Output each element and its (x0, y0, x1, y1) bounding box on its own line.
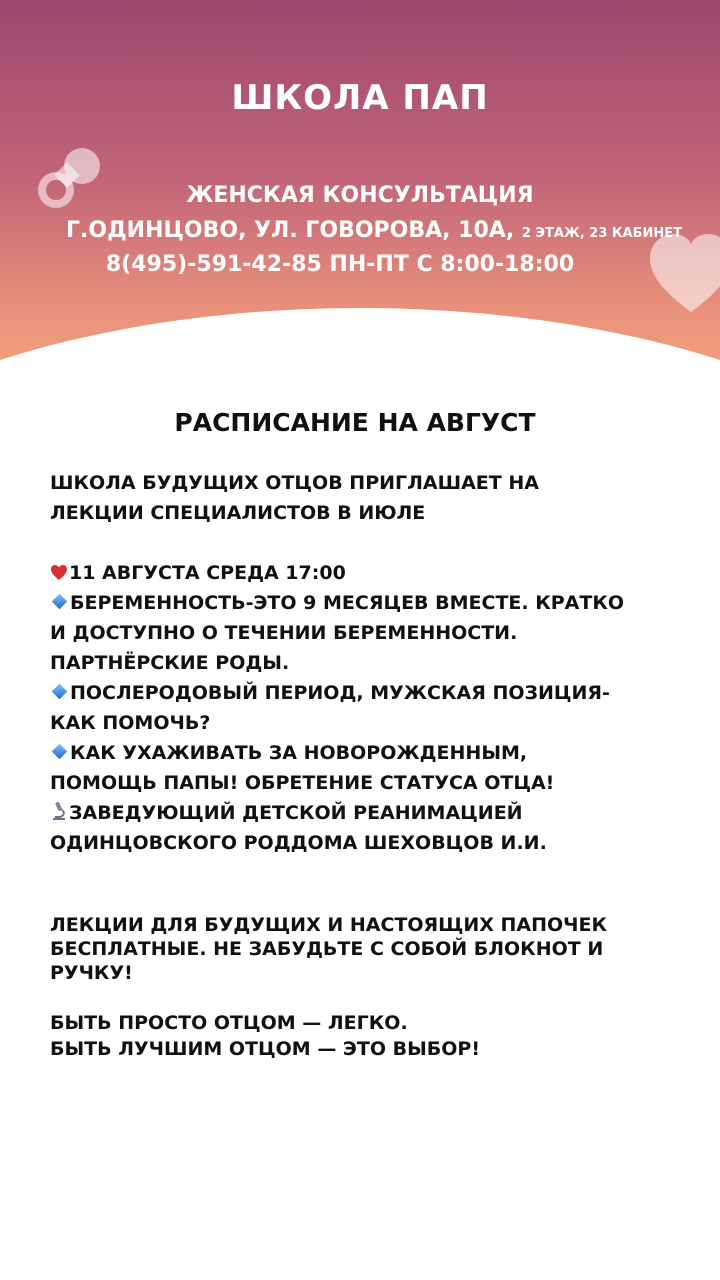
topic-3 (50, 738, 690, 768)
info-text (50, 913, 690, 985)
info-line: ЛЕКЦИИ ДЛЯ БУДУЩИХ И НАСТОЯЩИХ ПАПОЧЕК (50, 914, 608, 936)
event-date-text: 11 АВГУСТА СРЕДА 17:00 (69, 562, 346, 584)
topic-2 (50, 678, 690, 708)
address-room: 2 ЭТАЖ, 23 КАБИНЕТ (521, 226, 682, 241)
microscope-icon (50, 801, 68, 821)
schedule-title: РАСПИСАНИЕ НА АВГУСТ (174, 408, 536, 437)
intro-line: ШКОЛА БУДУЩИХ ОТЦОВ ПРИГЛАШАЕТ НА (50, 472, 539, 494)
red-heart-icon (50, 564, 68, 581)
slogan-text (50, 1010, 690, 1062)
speaker-line: ЗАВЕДУЮЩИЙ ДЕТСКОЙ РЕАНИМАЦИЕЙ (69, 802, 523, 824)
clinic-address (14, 218, 720, 243)
schedule-list (50, 558, 690, 858)
header-banner (0, 0, 720, 400)
topic-line: ПОМОЩЬ ПАПЫ! ОБРЕТЕНИЕ СТАТУСА ОТЦА! (50, 772, 555, 794)
info-line: БЕСПЛАТНЫЕ. НЕ ЗАБУДЬТЕ С СОБОЙ БЛОКНОТ И (50, 938, 604, 960)
topic-line: ПОСЛЕРОДОВЫЙ ПЕРИОД, МУЖСКАЯ ПОЗИЦИЯ- (70, 682, 610, 704)
info-line: РУЧКУ! (50, 962, 133, 984)
topic-line: И ДОСТУПНО О ТЕЧЕНИИ БЕРЕМЕННОСТИ. (50, 622, 518, 644)
topic-1 (50, 588, 690, 618)
slogan-line: БЫТЬ ЛУЧШИМ ОТЦОМ — ЭТО ВЫБОР! (50, 1038, 480, 1060)
speaker-line: ОДИНЦОВСКОГО РОДДОМА ШЕХОВЦОВ И.И. (50, 832, 547, 854)
header-arc (0, 308, 720, 400)
event-date (50, 558, 690, 588)
topic-line: КАК УХАЖИВАТЬ ЗА НОВОРОЖДЕННЫМ, (70, 742, 528, 764)
topic-line: ПАРТНЁРСКИЕ РОДЫ. (50, 652, 290, 674)
blue-diamond-icon (52, 744, 68, 760)
clinic-name: ЖЕНСКАЯ КОНСУЛЬТАЦИЯ (186, 183, 534, 208)
address-main: Г.ОДИНЦОВО, УЛ. ГОВОРОВА, 10А, (66, 218, 515, 243)
intro-text (50, 468, 690, 528)
blue-diamond-icon (52, 684, 68, 700)
blue-diamond-icon (52, 594, 68, 610)
intro-line: ЛЕКЦИИ СПЕЦИАЛИСТОВ В ИЮЛЕ (50, 502, 426, 524)
slogan-line: БЫТЬ ПРОСТО ОТЦОМ — ЛЕГКО. (50, 1012, 408, 1034)
clinic-phone-hours: 8(495)-591-42-85 ПН-ПТ С 8:00-18:00 (105, 252, 575, 277)
topic-line: КАК ПОМОЧЬ? (50, 712, 211, 734)
speaker (50, 798, 690, 828)
page-title: ШКОЛА ПАП (231, 78, 489, 118)
topic-line: БЕРЕМЕННОСТЬ-ЭТО 9 МЕСЯЦЕВ ВМЕСТЕ. КРАТКО (70, 592, 625, 614)
